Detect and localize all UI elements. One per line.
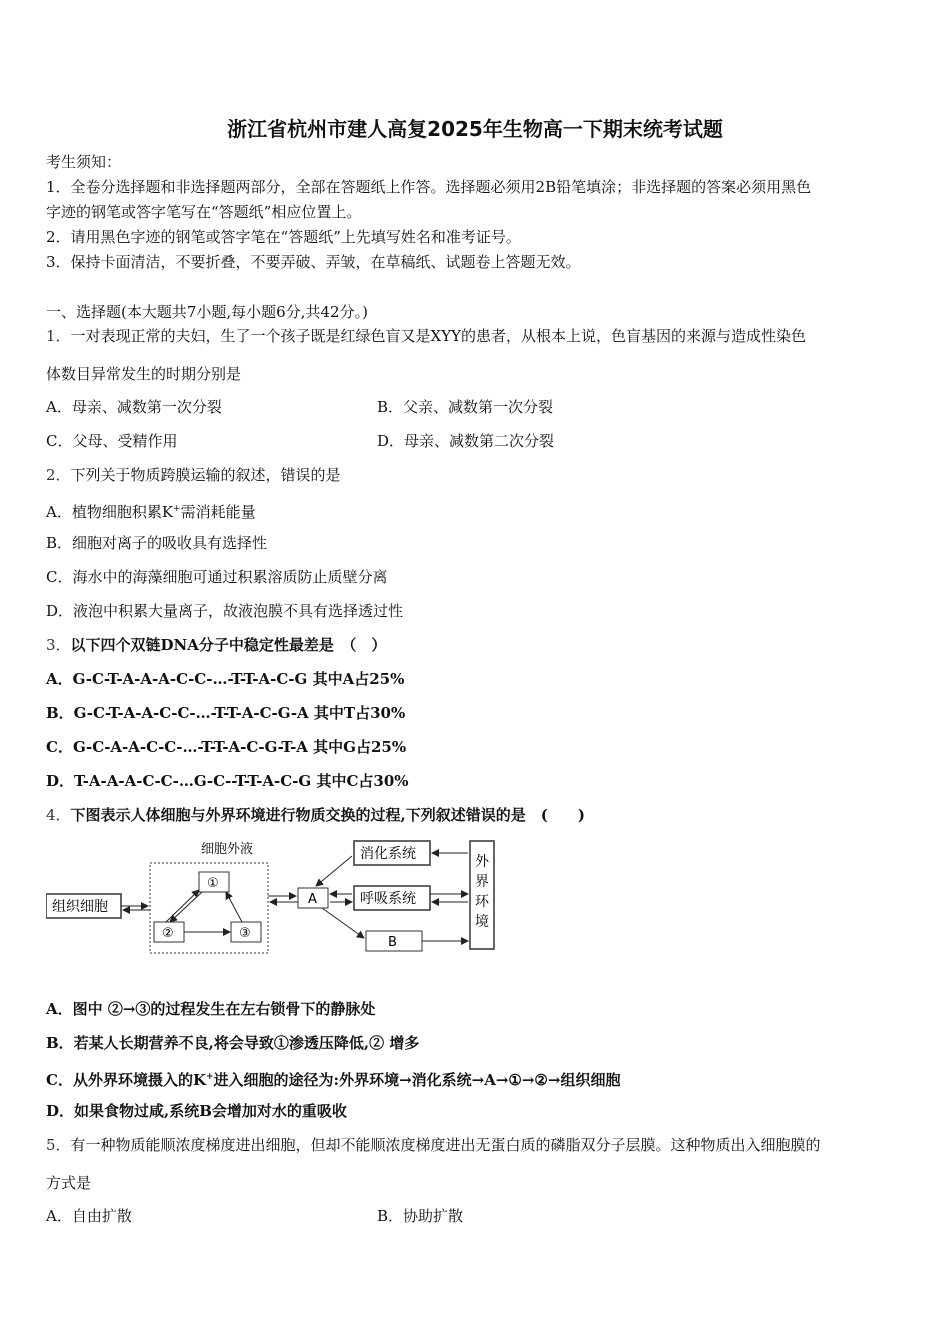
q3-option-a[interactable]: A．G-C-T-A-A-A-C-C-…-T-T-A-C-G 其中A占25% <box>46 670 405 688</box>
notice-item-2: 2．请用黑色字迹的钢笔或答字笔在“答题纸”上先填写姓名和准考证号。 <box>46 228 521 246</box>
external-env-label: 外 界 环 境 <box>475 854 489 930</box>
q2-option-d[interactable]: D．液泡中积累大量离子，故液泡膜不具有选择透过性 <box>46 602 404 620</box>
q1-stem-line-1 <box>46 326 806 346</box>
q2-option-a-superscript: + <box>173 504 181 514</box>
q4-option-a[interactable]: A．图中 ②→③的过程发生在左右锁骨下的静脉处 <box>46 1000 376 1018</box>
q5-option-b[interactable]: B．协助扩散 <box>377 1207 464 1225</box>
q2-option-b[interactable]: B．细胞对离子的吸收具有选择性 <box>46 534 268 552</box>
digestive-label: 消化系统 <box>360 846 416 862</box>
q5-stem-text: 有一种物质能顺浓度梯度进出细胞，但却不能顺浓度梯度进出无蛋白质的磷脂双分子层膜。这种物质出入细胞膜的 <box>70 1136 821 1154</box>
q3-option-c[interactable]: C．G-C-A-A-C-C-…-T-T-A-C-G-T-A 其中G占25% <box>46 738 407 756</box>
notice-item-1-line-1: 1．全卷分选择题和非选择题两部分，全部在答题纸上作答。选择题必须用2B铅笔填涂；非选择题的答案必须用黑色 <box>46 178 812 196</box>
tissue-cell-label: 组织细胞 <box>52 899 108 915</box>
q3-option-b[interactable]: B．G-C-T-A-A-C-C-…-T-T-A-C-G-A 其中T占30% <box>46 704 406 722</box>
notice-item-3: 3．保持卡面清洁，不要折叠，不要弄破、弄皱，在草稿纸、试题卷上答题无效。 <box>46 253 581 271</box>
page-title: 浙江省杭州市建人高复2025年生物高一下期末统考试题 <box>227 117 723 141</box>
q1-option-b[interactable]: B．父亲、减数第一次分裂 <box>377 398 554 416</box>
q2-option-a-tail: 需消耗能量 <box>180 503 256 521</box>
q4-option-c-text: C．从外界环境摄入的K <box>46 1071 206 1089</box>
q2-option-c[interactable]: C．海水中的海藻细胞可通过积累溶质防止质壁分离 <box>46 568 388 586</box>
arrow-1-to-2 <box>170 892 202 922</box>
q4-option-c-tail: 进入细胞的途径为:外界环境→消化系统→A→①→②→组织细胞 <box>213 1071 621 1089</box>
q2-stem <box>46 465 341 485</box>
extracellular-label: 细胞外液 <box>201 842 254 857</box>
q3-stem-text: 以下四个双链DNA分子中稳定性最差是 （ ） <box>70 636 387 654</box>
node-3-label: ③ <box>239 926 251 941</box>
q4-stem-text: 下图表示人体细胞与外界环境进行物质交换的过程,下列叙述错误的是 ( ) <box>70 806 585 824</box>
q4-option-c-superscript: + <box>205 1072 214 1082</box>
notice-heading: 考生须知： <box>46 153 122 171</box>
q3-number: 3． <box>46 636 71 654</box>
arrow-a-to-b <box>322 908 364 938</box>
q1-stem-text: 一对表现正常的夫妇，生了一个孩子既是红绿色盲又是XYY的患者，从根本上说，色盲基因的来源与造成性染色 <box>70 327 807 345</box>
node-2-label: ② <box>162 926 174 941</box>
q1-option-a[interactable]: A．母亲、减数第一次分裂 <box>46 398 222 416</box>
section-heading: 一、选择题(本大题共7小题,每小题6分,共42分。) <box>46 303 368 321</box>
q1-number: 1． <box>46 327 71 345</box>
respiratory-label: 呼吸系统 <box>360 891 416 907</box>
node-a-label: A <box>308 892 317 907</box>
q5-stem-line-1 <box>46 1135 821 1155</box>
q2-stem-text: 下列关于物质跨膜运输的叙述，错误的是 <box>70 466 341 484</box>
q1-option-c[interactable]: C．父母、受精作用 <box>46 432 178 450</box>
node-b-label: B <box>388 935 397 950</box>
q3-option-d[interactable]: D．T-A-A-A-C-C-…G-C--T-T-A-C-G 其中C占30% <box>46 772 409 790</box>
q4-option-d[interactable]: D．如果食物过咸,系统B会增加对水的重吸收 <box>46 1102 347 1120</box>
notice-item-1-line-2: 字迹的钢笔或答字笔写在“答题纸”相应位置上。 <box>46 203 362 221</box>
q3-stem <box>46 635 386 655</box>
q5-option-a[interactable]: A．自由扩散 <box>46 1207 132 1225</box>
q1-option-d[interactable]: D．母亲、减数第二次分裂 <box>377 432 555 450</box>
node-1-label: ① <box>207 876 219 891</box>
arrow-3-to-1 <box>226 892 242 922</box>
arrow-2-to-1 <box>166 890 199 922</box>
q2-option-a[interactable] <box>46 499 256 522</box>
q4-stem <box>46 805 585 825</box>
q5-number: 5． <box>46 1136 71 1154</box>
q2-option-a-text: A．植物细胞积累K <box>46 503 174 521</box>
q4-number: 4． <box>46 806 71 824</box>
q4-option-c[interactable] <box>46 1067 620 1090</box>
exchange-diagram <box>46 836 501 956</box>
q4-option-b[interactable]: B．若某人长期营养不良,将会导致①渗透压降低,② 增多 <box>46 1034 420 1052</box>
q5-stem-line-2: 方式是 <box>46 1174 92 1192</box>
q1-stem-line-2: 体数目异常发生的时期分别是 <box>46 365 242 383</box>
q2-number: 2． <box>46 466 71 484</box>
arrow-digestive-to-a <box>316 856 352 886</box>
